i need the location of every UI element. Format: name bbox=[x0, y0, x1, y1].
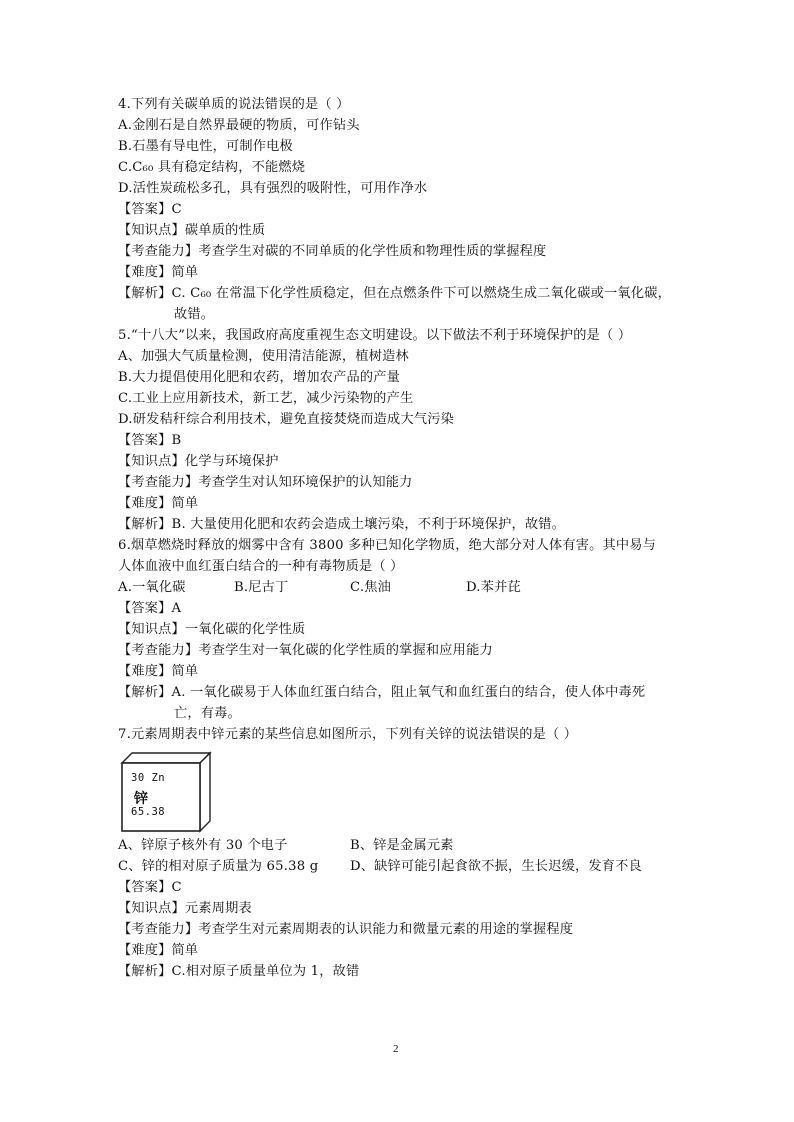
options-row bbox=[118, 856, 698, 877]
analysis: 【解析】C.相对原子质量单位为 1，故错 bbox=[118, 964, 360, 979]
answer: 【答案】C bbox=[118, 880, 182, 895]
option-b: B.大力提倡使用化肥和农药，增加农产品的产量 bbox=[118, 370, 401, 385]
ability: 【考查能力】考查学生对碳的不同单质的化学性质和物理性质的掌握程度 bbox=[118, 244, 547, 259]
option-c: C.C₆₀ 具有稳定结构，不能燃烧 bbox=[118, 160, 306, 175]
option-b: B.尼古丁 bbox=[234, 580, 289, 595]
option-c: C.工业上应用新技术，新工艺，减少污染物的产生 bbox=[118, 391, 414, 406]
difficulty: 【难度】简单 bbox=[118, 265, 199, 280]
option-c: C.焦油 bbox=[350, 580, 391, 595]
option-a: A、加强大气质量检测，使用清洁能源，植树造林 bbox=[118, 349, 409, 364]
ability: 【考查能力】考查学生对元素周期表的认识能力和微量元素的用途的掌握程度 bbox=[118, 922, 574, 937]
element-number-symbol: 30 Zn bbox=[131, 772, 166, 784]
question-stem: 4.下列有关碳单质的说法错误的是（ ） bbox=[118, 97, 350, 112]
option-b: B.石墨有导电性，可制作电极 bbox=[118, 139, 293, 154]
options-row bbox=[118, 577, 698, 598]
answer: 【答案】C bbox=[118, 202, 182, 217]
analysis: 【解析】B. 大量使用化肥和农药会造成土壤污染，不利于环境保护，故错。 bbox=[118, 517, 566, 532]
page-number: 2 bbox=[393, 1043, 399, 1055]
difficulty: 【难度】简单 bbox=[118, 664, 199, 679]
analysis: 【解析】A. 一氧化碳易于人体血红蛋白结合，阻止氧气和血红蛋白的结合，使人体中毒死 bbox=[118, 685, 646, 700]
knowledge-point: 【知识点】一氧化碳的化学性质 bbox=[118, 622, 306, 637]
question-6 bbox=[118, 535, 698, 724]
option-d: D.活性炭疏松多孔，具有强烈的吸附性，可用作净水 bbox=[118, 181, 428, 196]
option-a: A、锌原子核外有 30 个电子 bbox=[118, 838, 288, 853]
option-b: B、锌是金属元素 bbox=[350, 838, 454, 853]
question-stem: 7.元素周期表中锌元素的某些信息如图所示，下列有关锌的说法错误的是（ ） bbox=[118, 727, 578, 742]
knowledge-point: 【知识点】化学与环境保护 bbox=[118, 454, 279, 469]
ability: 【考查能力】考查学生对认知环境保护的认知能力 bbox=[118, 475, 413, 490]
option-c: C、锌的相对原子质量为 65.38 g bbox=[118, 859, 319, 874]
analysis-continued: 故错。 bbox=[174, 307, 215, 322]
question-stem: 5.“十八大”以来，我国政府高度重视生态文明建设。以下做法不利于环境保护的是（ ） bbox=[118, 328, 632, 343]
option-a: A.金刚石是自然界最硬的物质，可作钻头 bbox=[118, 118, 360, 133]
question-4 bbox=[118, 94, 698, 325]
question-stem: 6.烟草燃烧时释放的烟雾中含有 3800 多种已知化学物质，绝大部分对人体有害。其中易与 bbox=[118, 538, 657, 553]
knowledge-point: 【知识点】元素周期表 bbox=[118, 901, 252, 916]
element-name: 锌 bbox=[134, 791, 148, 807]
question-stem-continued: 人体血液中血红蛋白结合的一种有毒物质是（ ） bbox=[118, 559, 404, 574]
answer: 【答案】A bbox=[118, 601, 182, 616]
element-mass: 65.38 bbox=[131, 806, 166, 818]
option-d: D、缺锌可能引起食欲不振，生长迟缓，发育不良 bbox=[350, 859, 642, 874]
ability: 【考查能力】考查学生对一氧化碳的化学性质的掌握和应用能力 bbox=[118, 643, 493, 658]
options-row bbox=[118, 835, 698, 856]
knowledge-point: 【知识点】碳单质的性质 bbox=[118, 223, 266, 238]
page-content bbox=[118, 94, 698, 982]
analysis: 【解析】C. C₆₀ 在常温下化学性质稳定，但在点燃条件下可以燃烧生成二氧化碳或一氧化碳， bbox=[118, 286, 671, 301]
question-7 bbox=[118, 724, 698, 982]
answer: 【答案】B bbox=[118, 433, 182, 448]
question-5 bbox=[118, 325, 698, 535]
difficulty: 【难度】简单 bbox=[118, 496, 199, 511]
analysis-continued: 亡，有毒。 bbox=[174, 706, 241, 721]
option-d: D.苯并芘 bbox=[466, 580, 521, 595]
zinc-element-tile bbox=[120, 751, 210, 831]
option-d: D.研发秸秆综合利用技术，避免直接焚烧而造成大气污染 bbox=[118, 412, 454, 427]
difficulty: 【难度】简单 bbox=[118, 943, 199, 958]
option-a: A.一氧化碳 bbox=[118, 580, 186, 595]
